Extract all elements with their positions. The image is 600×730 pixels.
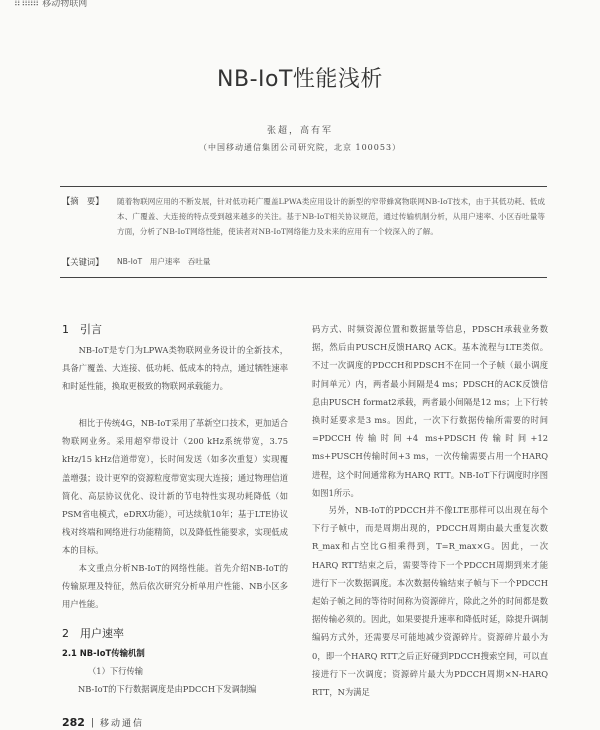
downlink-subheading: （1）下行传输 [88,666,144,676]
right-paragraph-2: 另外，NB-IoT的PDCCH并不像LTE那样可以出现在每个下行子帧中，而是周期出现的，PDCCH周期由最大重复次数R_max和占空比G相乘得到，T=R_max×G。因此，一次HARQ RTT结束之后，需要等待下一个PDCCH周期到来才能进行下一次数据调度。本次数据传输结束子帧与下一个PDCCH起始子帧之间的等待时间称为资源碎片，除此之外的时间都是数据传输必须的。因此，如果要提升速率和降低时延，除提升调制编码方式外，还需要尽可能地减少资源碎片。资源碎片最小为0，即一个HARQ RTT之后正好碰到PDCCH搜索空间，可以直接进行下一次调度；资源碎片最大为PDCCH周期×N-HARQ RTT，N为满足 [312,505,548,698]
journal-name: 移动通信 [100,719,145,729]
right-paragraph-1: 码方式、时频资源位置和数据量等信息，PDSCH承载业务数据，然后由PUSCH反馈HARQ ACK。基本流程与LTE类似。不过一次调度的PDCCH和PDSCH不在同一个子帧（最小调度时间单元）内，两者最小间隔是4 ms；PDSCH的ACK反馈信息由PUSCH format2承载，两者最小间隔是12 ms；上下行转换时延要求是3 ms。因此，一次下行数据传输所需要的时间=PDCCH传输时间+4 ms+PDSCH传输时间+12 ms+PUSCH传输时间+3 ms，一次传输需要占用一个HARQ进程，这个时间通常称为HARQ RTT。NB-IoT下行调度时序图如图1所示。 [312,324,548,498]
abstract-bottom-rule [60,277,547,278]
paper-title: NB-IoT性能浅析 [217,67,383,92]
paper-affiliation: （中国移动通信集团公司研究院，北京 100053） [198,143,402,152]
abstract-top-rule [60,186,547,187]
running-header [14,0,87,8]
downlink-paragraph-start: NB-IoT的下行数据调度是由PDCCH下发调制编 [78,684,257,694]
section-2-heading: 2 用户速率 [62,627,124,640]
footer-separator: | [90,717,95,728]
keywords-text: NB-IoT 用户速率 吞吐量 [117,257,211,266]
page-number: 282 [62,716,85,729]
header-section-label: 移动物联网 [42,0,88,9]
header-dots-icon: ⠿ ⠿⠿⠿ [14,0,39,9]
page-footer [62,716,144,729]
paper-authors: 张超，高有军 [266,126,333,136]
section-2-1-heading: 2.1 NB-IoT传输机制 [62,648,145,658]
keywords-label: 【关键词】 [62,257,104,267]
abstract-text: 随着物联网应用的不断发展，针对低功耗广覆盖LPWA类应用设计的新型的窄带蜂窝物联网NB-IoT技术，由于其低功耗、低成本、广覆盖、大连接的特点受到越来越多的关注。基于NB-IoT相关协议规范，通过传输机制分析，从用户速率、小区吞吐量等方面，分析了NB-IoT网络性能，使读者对NB-IoT网络能力及未来的应用有一个较深入的了解。 [117,197,545,236]
section-1-heading: 1 引言 [62,323,102,336]
intro-paragraph-2: 相比于传统4G，NB-IoT采用了革新空口技术，更加适合物联网业务。采用超窄带设计（200 kHz系统带宽，3.75 kHz/15 kHz信道带宽），长时间发送（如多次重复）实现覆盖增强；设计更窄的资源粒度带宽实现大连接；通过物理信道简化、高层协议优化、设计新的节电特性实现功耗降低（如PSM省电模式，eDRX功能），可达续航10年；基于LTE协议栈对终端和网络进行功能精简，以及降低性能要求，实现低成本的目标。 [62,418,288,556]
intro-paragraph-3: 本文重点分析NB-IoT的网络性能。首先介绍NB-IoT的传输原理及特征，然后依次研究分析单用户性能、NB小区多用户性能。 [62,563,288,610]
abstract-label: 【摘 要】 [62,196,104,206]
intro-paragraph-1: NB-IoT是专门为LPWA类物联网业务设计的全新技术，具备广覆盖、大连接、低功耗、低成本的特点，通过牺牲速率和时延性能，换取更极致的物联网承载能力。 [62,345,288,392]
